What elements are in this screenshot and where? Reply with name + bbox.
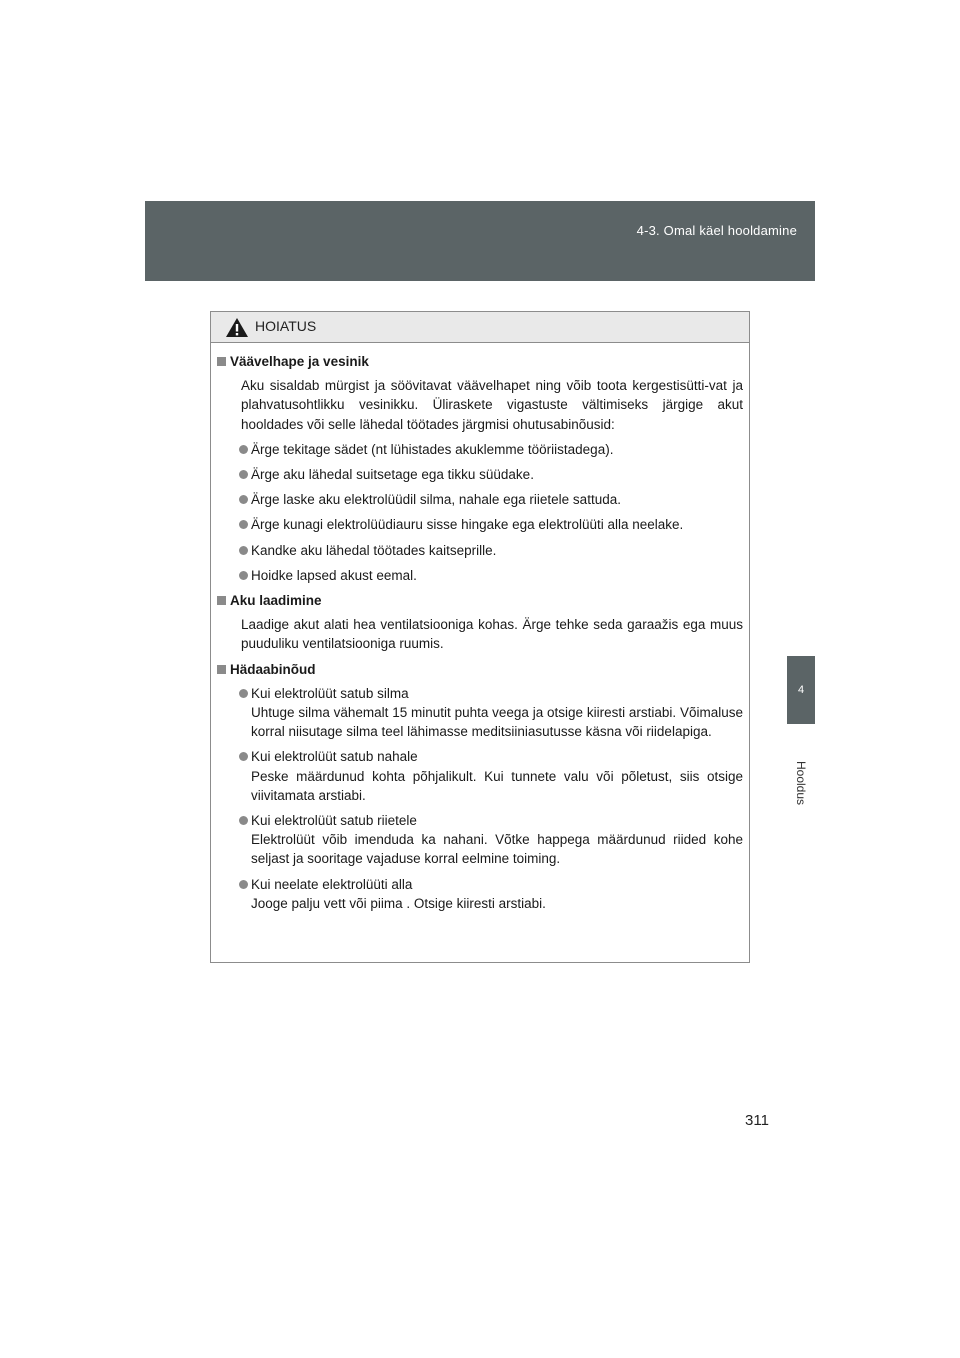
list-item: Ärge kunagi elektrolüüdiauru sisse hingake ega elektrolüüti alla neelake. <box>217 515 743 534</box>
item-text: Jooge palju vett või piima . Otsige kiiresti arstiabi. <box>251 895 546 911</box>
circle-bullet-icon <box>239 495 248 504</box>
warning-header <box>211 312 749 343</box>
chapter-header <box>145 201 815 281</box>
list-item: Ärge aku lähedal suitsetage ega tikku süüdake. <box>217 465 743 484</box>
item-text: Peske määrdunud kohta põhjalikult. Kui tunnete valu või põletust, siis otsige viivitamata arstiabi. <box>251 768 743 803</box>
square-bullet-icon <box>217 665 226 674</box>
warning-box <box>210 311 750 963</box>
list-item: Kandke aku lähedal töötades kaitseprille. <box>217 541 743 560</box>
section-heading: Aku laadimine <box>217 591 743 610</box>
circle-bullet-icon <box>239 752 248 761</box>
item-text: Uhtuge silma vähemalt 15 minutit puhta veega ja otsige kiiresti arstiabi. Võimaluse korral niisutage silma teel lähimasse meditsiiniasutusse käsna või riidelapiga. <box>251 705 743 740</box>
list-item <box>217 684 743 742</box>
warning-triangle-icon <box>225 317 249 338</box>
item-title: Kui elektrolüüt satub nahale <box>251 749 418 765</box>
section-paragraph: Laadige akut alati hea ventilatsiooniga kohas. Ärge tehke seda garaažis ega muus puuduliku ventilatsiooniga ruumis. <box>241 617 743 652</box>
circle-bullet-icon <box>239 880 248 889</box>
chapter-label: Hooldus <box>794 760 808 806</box>
page-number: 311 <box>745 1112 769 1129</box>
list-item <box>217 747 743 805</box>
circle-bullet-icon <box>239 445 248 454</box>
circle-bullet-icon <box>239 520 248 529</box>
item-text: Elektrolüüt võib imenduda ka nahani. Võtke happega määrdunud riided kohe seljast ja sooritage vajaduse korral eelmine toiming. <box>251 832 743 867</box>
section-paragraph: Aku sisaldab mürgist ja söövitavat väävelhapet ning võib toota kergestisütti-vat ja plahvatusohtlikku vesinikku. Üliraskete vigastuste vältimiseks järgige akut hooldades või selle lähedal töötades järgmisi ohutusabinõusid: <box>241 378 743 432</box>
list-item: Hoidke lapsed akust eemal. <box>217 566 743 585</box>
item-title: Kui elektrolüüt satub silma <box>251 685 409 701</box>
item-title: Kui neelate elektrolüüti alla <box>251 876 413 892</box>
list-item: Ärge tekitage sädet (nt lühistades akuklemme tööriistadega). <box>217 440 743 459</box>
warning-title: HOIATUS <box>255 318 317 334</box>
circle-bullet-icon <box>239 546 248 555</box>
chapter-tab <box>787 656 815 724</box>
list-item: Ärge laske aku elektrolüüdil silma, nahale ega riietele sattuda. <box>217 490 743 509</box>
circle-bullet-icon <box>239 470 248 479</box>
circle-bullet-icon <box>239 689 248 698</box>
list-item <box>217 811 743 869</box>
square-bullet-icon <box>217 596 226 605</box>
circle-bullet-icon <box>239 816 248 825</box>
list-item <box>217 875 743 913</box>
section-heading: Hädaabinõud <box>217 660 743 679</box>
circle-bullet-icon <box>239 571 248 580</box>
section-heading: Väävelhape ja vesinik <box>217 352 743 371</box>
section-title: 4-3. Omal käel hooldamine <box>636 223 797 238</box>
warning-body <box>211 343 749 913</box>
item-title: Kui elektrolüüt satub riietele <box>251 813 417 829</box>
square-bullet-icon <box>217 357 226 366</box>
chapter-number: 4 <box>797 684 805 696</box>
